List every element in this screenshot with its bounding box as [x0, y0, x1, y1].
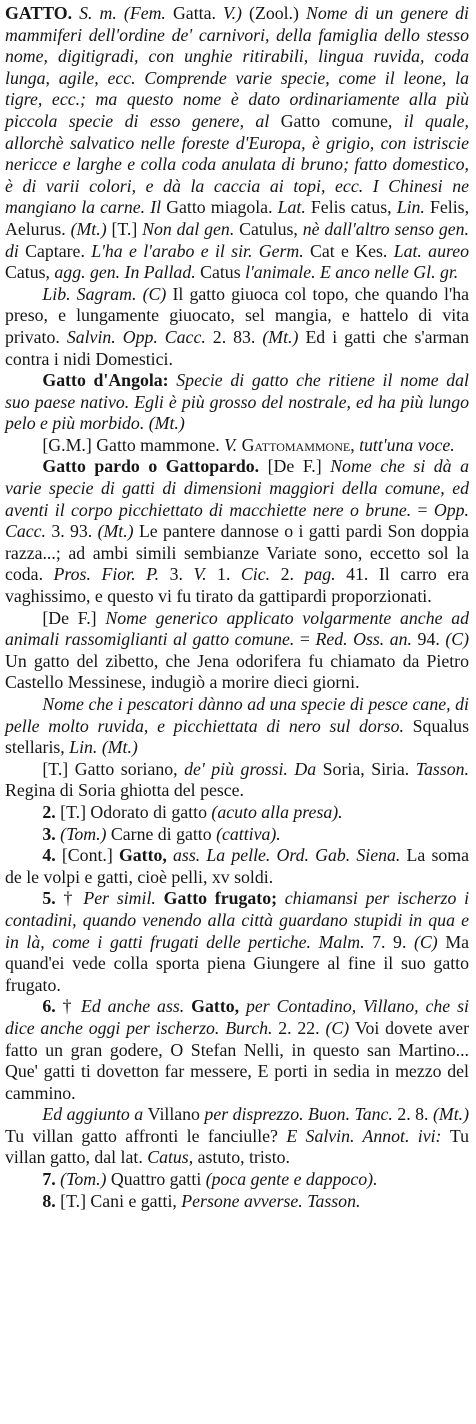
entry-text-run: Gatto miagola.: [166, 197, 278, 218]
entry-text-run: 7.: [42, 1169, 61, 1190]
entry-text-run: [Cont.]: [61, 845, 119, 866]
entry-sense-paragraph: [5, 435, 469, 457]
entry-text-run: Red. Oss. an.: [315, 629, 418, 650]
entry-text-run: 2. 83.: [212, 326, 263, 347]
entry-text-run: †: [63, 888, 84, 909]
entry-text-run: Gatto pardo o Gattopardo.: [42, 456, 268, 477]
entry-text-run: nè dall'altro senso gen. di: [5, 218, 469, 261]
entry-text-run: 1.: [217, 564, 241, 585]
entry-text-run: Il carro era vaghissimo, e questo vi fu tirato da gattipardi proporzionati.: [5, 564, 470, 607]
entry-text-run: 7. 9.: [372, 931, 414, 952]
entry-sense-paragraph: [5, 996, 469, 1104]
entry-text-run: , il quale, allorchè salvatico nelle foreste d'Europa, è grigio, con istriscie nericce e larghe e colla coda anulata di bruno; fatto domestico, è di varii colori, e dà la caccia ai topi, ecc. I Chinesi ne mangiano la carne. Il: [5, 110, 469, 218]
entry-text-run: Pros. Fior. P.: [53, 564, 170, 585]
entry-text-run: Lat. aureo: [393, 240, 469, 261]
entry-text-run: Felis catus,: [310, 197, 397, 218]
entry-text-run: Soria, Siria.: [322, 758, 416, 779]
entry-text-run: Lin.: [396, 197, 430, 218]
entry-text-run: (poca gente e dappoco).: [205, 1169, 378, 1190]
entry-text-run: 2.: [280, 564, 305, 585]
entry-text-run: (Mt.): [262, 326, 306, 347]
entry-text-run: 2.: [42, 801, 61, 822]
entry-text-run: ass. La pelle. Ord. Gab. Siena.: [173, 845, 407, 866]
entry-text-run: V.): [223, 3, 250, 23]
entry-sense-paragraph: [5, 456, 469, 607]
entry-sense-paragraph: [5, 284, 469, 370]
entry-text-run: =: [417, 499, 434, 520]
entry-sense-paragraph: [5, 1169, 469, 1191]
dictionary-entry-gatto: [5, 3, 469, 1212]
entry-text-run: Gatto,: [191, 996, 247, 1017]
entry-text-run: Non dal gen.: [142, 218, 240, 239]
entry-text-run: Voi dovete aver fatto un gran godere, O Stefan Nelli, in questo san Martino... Que' gatti ti dovetton far messere, E porti in sedia in mezzo del cammino.: [5, 1017, 469, 1103]
entry-text-run: (Tom.): [60, 1169, 111, 1190]
entry-text-run: Catus,: [5, 262, 55, 283]
entry-text-run: 3.: [42, 823, 61, 844]
entry-text-run: Carne di gatto: [110, 823, 217, 844]
entry-text-run: de' più grossi. Da: [184, 758, 323, 779]
entry-sense-paragraph: [5, 845, 469, 888]
entry-text-run: Specie di gatto che ritiene il nome dal suo paese nativo. Egli è più grosso del nostrale, ed ha più lungo pelo e più morbido. (Mt.): [5, 370, 469, 434]
entry-text-run: Salvin. Opp. Cacc.: [66, 326, 213, 347]
entry-text-run: per Contadino, Villano, che si dice anche oggi per ischerzo. Burch.: [5, 996, 469, 1038]
entry-sense-paragraph: [5, 608, 469, 694]
entry-text-run: 4.: [42, 845, 62, 866]
entry-text-run: Nome di un genere di mammiferi dell'ordine de' carnivori, della famiglia dello stesso nome, digitigradi, con unghie ritirabili, lingua ruvida, coda lunga, agile, ecc. Comprende varie specie, come il leone, la tigre, ecc.; ma questo nome è dato ordinariamente alla più piccola specie di esso genere, al: [5, 3, 469, 131]
entry-text-run: 41.: [346, 564, 379, 585]
entry-text-run: Gatto frugato;: [163, 888, 285, 909]
entry-text-run: (C): [142, 283, 173, 304]
entry-text-run: Tu villan gatto, dal lat.: [5, 1125, 469, 1168]
entry-text-run: Gatto d'Angola:: [42, 370, 177, 391]
entry-text-run: 5.: [42, 888, 64, 909]
entry-text-run: Tasson.: [415, 758, 469, 779]
entry-text-run: Lat.: [277, 197, 311, 218]
entry-headword-paragraph: [5, 3, 469, 284]
entry-text-run: (acuto alla presa).: [211, 801, 343, 822]
entry-text-run: (Mt.): [97, 521, 139, 542]
entry-text-run: tutt'una voce.: [359, 434, 455, 455]
entry-text-run: Ma quand'ei vede colla sporta piena Giungere al fine il suo gatto frugato.: [5, 931, 470, 995]
entry-text-run: Opp. Cacc.: [5, 499, 469, 542]
entry-sense-paragraph: [5, 759, 469, 802]
entry-sense-paragraph: [5, 888, 469, 996]
entry-text-run: Felis, Aelurus.: [5, 197, 470, 239]
entry-text-run: (cattiva).: [216, 823, 281, 844]
entry-text-run: Nome che i pescatori dànno ad una specie di pesce cane, di pelle molto ruvida, e picchiettata di nero sul dorso.: [5, 694, 469, 736]
entry-text-run: 6.: [42, 996, 63, 1017]
entry-text-run: V.: [224, 434, 242, 455]
entry-text-run: Tu villan gatto affronti le fanciulle?: [5, 1125, 287, 1146]
entry-text-run: 3. 93.: [51, 521, 98, 542]
entry-text-run: (C): [414, 931, 446, 952]
entry-text-run: [T.] Gatto soriano,: [42, 758, 185, 779]
entry-text-run: Cic.: [240, 564, 281, 585]
entry-text-run: E Salvin. Annot. ivi:: [286, 1125, 450, 1146]
entry-text-run: Persone avverse. Tasson.: [181, 1190, 361, 1211]
entry-text-run: Squalus stellaris,: [5, 715, 469, 758]
entry-text-run: ,: [350, 434, 360, 455]
entry-text-run: Per simil.: [83, 888, 164, 909]
entry-text-run: Captare.: [25, 240, 92, 261]
entry-text-run: (C): [445, 629, 470, 650]
entry-sense-paragraph: [5, 694, 469, 759]
entry-text-run: Un gatto del zibetto, che Jena odorifera fu chiamato da Pietro Castello Messinese, indugiò a morire dieci giorni.: [5, 650, 469, 693]
entry-text-run: Ed i gatti che s'arman contra i nidi Domestici.: [5, 326, 469, 369]
entry-text-run: 3.: [169, 564, 194, 585]
entry-text-run: Gatto comune: [280, 110, 388, 131]
entry-text-run: [De F.]: [267, 456, 331, 477]
entry-text-run: GATTO.: [5, 3, 80, 23]
entry-text-run: Lin. (Mt.): [69, 737, 138, 758]
entry-text-run: Gatta.: [172, 3, 224, 23]
entry-text-run: =: [299, 629, 316, 650]
entry-text-run: 94.: [417, 629, 446, 650]
entry-text-run: Catus: [200, 262, 246, 283]
entry-text-run: Ed aggiunto a: [42, 1104, 148, 1125]
entry-text-run: Cat e Kes.: [310, 240, 394, 261]
entry-text-run: Gatto,: [118, 845, 174, 866]
entry-text-run: S. m. (Fem.: [79, 3, 173, 23]
entry-text-run: L'ha e l'arabo e il sir. Germ.: [91, 240, 311, 261]
entry-text-run: Nome generico applicato volgarmente anche ad animali rassomiglianti al gatto comune.: [5, 607, 469, 650]
entry-text-run: l'animale. E anco nelle Gl. gr.: [245, 262, 459, 283]
entry-text-run: Lib. Sagram.: [42, 283, 143, 304]
entry-text-run: Le pantere dannose o i gatti pardi Son doppia razza...; ad ambi simili sembianze Variate sono, eccetto sol la coda.: [5, 521, 469, 585]
entry-text-run: [De F.]: [42, 607, 106, 628]
entry-text-run: 8.: [42, 1190, 61, 1211]
entry-text-run: La soma de le volpi e gatti, cioè pelli, xv soldi.: [5, 845, 469, 887]
entry-text-run: Quattro gatti: [110, 1169, 206, 1190]
entry-sense-paragraph: [5, 370, 469, 435]
entry-text-run: chiamansi per ischerzo i contadini, quando venendo alla città guardano stupidi in qua e in là, come i gatti frugati delle pertiche. Malm.: [5, 888, 470, 952]
entry-text-run: per disprezzo. Buon. Tanc.: [204, 1104, 398, 1125]
entry-text-run: pag.: [304, 564, 347, 585]
entry-text-run: Regina di Soria ghiotta del pesce.: [5, 780, 244, 801]
entry-text-run: (C): [325, 1017, 355, 1038]
entry-text-run: Ed anche ass.: [80, 996, 192, 1017]
entry-sense-paragraph: [5, 802, 469, 824]
entry-sense-paragraph: [5, 1191, 469, 1213]
entry-text-run: [T.] Cani e gatti,: [60, 1190, 182, 1211]
entry-sense-paragraph: [5, 824, 469, 846]
entry-text-run: Catulus,: [239, 218, 303, 239]
entry-text-run: Nome che si dà a varie specie di gatti di dimensioni maggiori della comune, ed aventi il corpo picchiettato di macchiette nere o brune.: [5, 456, 469, 520]
entry-text-run: astuto, tristo.: [197, 1147, 290, 1168]
entry-text-run: Gattomammone: [241, 434, 351, 455]
entry-text-run: 2. 8.: [397, 1104, 433, 1125]
entry-text-run: [T.]: [111, 218, 143, 239]
entry-text-run: 2. 22.: [278, 1017, 326, 1038]
entry-text-run: agg. gen. In Pallad.: [54, 262, 201, 283]
entry-text-run: (Mt.): [70, 218, 112, 239]
entry-text-run: [T.] Odorato di gatto: [60, 801, 212, 822]
entry-text-run: Villano: [147, 1104, 205, 1125]
entry-text-run: (Tom.): [60, 823, 111, 844]
entry-text-run: Il gatto giuoca col topo, che quando l'ha preso, e lungamente giuocato, sel mangia, e hattelo di vita privato.: [5, 283, 469, 347]
entry-text-run: (Mt.): [432, 1104, 470, 1125]
entry-text-run: V.: [193, 564, 218, 585]
entry-text-run: †: [62, 996, 81, 1017]
entry-sense-paragraph: [5, 1104, 469, 1169]
entry-text-run: Catus,: [147, 1147, 198, 1168]
entry-text-run: (Zool.): [249, 3, 307, 23]
entry-text-run: [G.M.] Gatto mammone.: [42, 434, 225, 455]
